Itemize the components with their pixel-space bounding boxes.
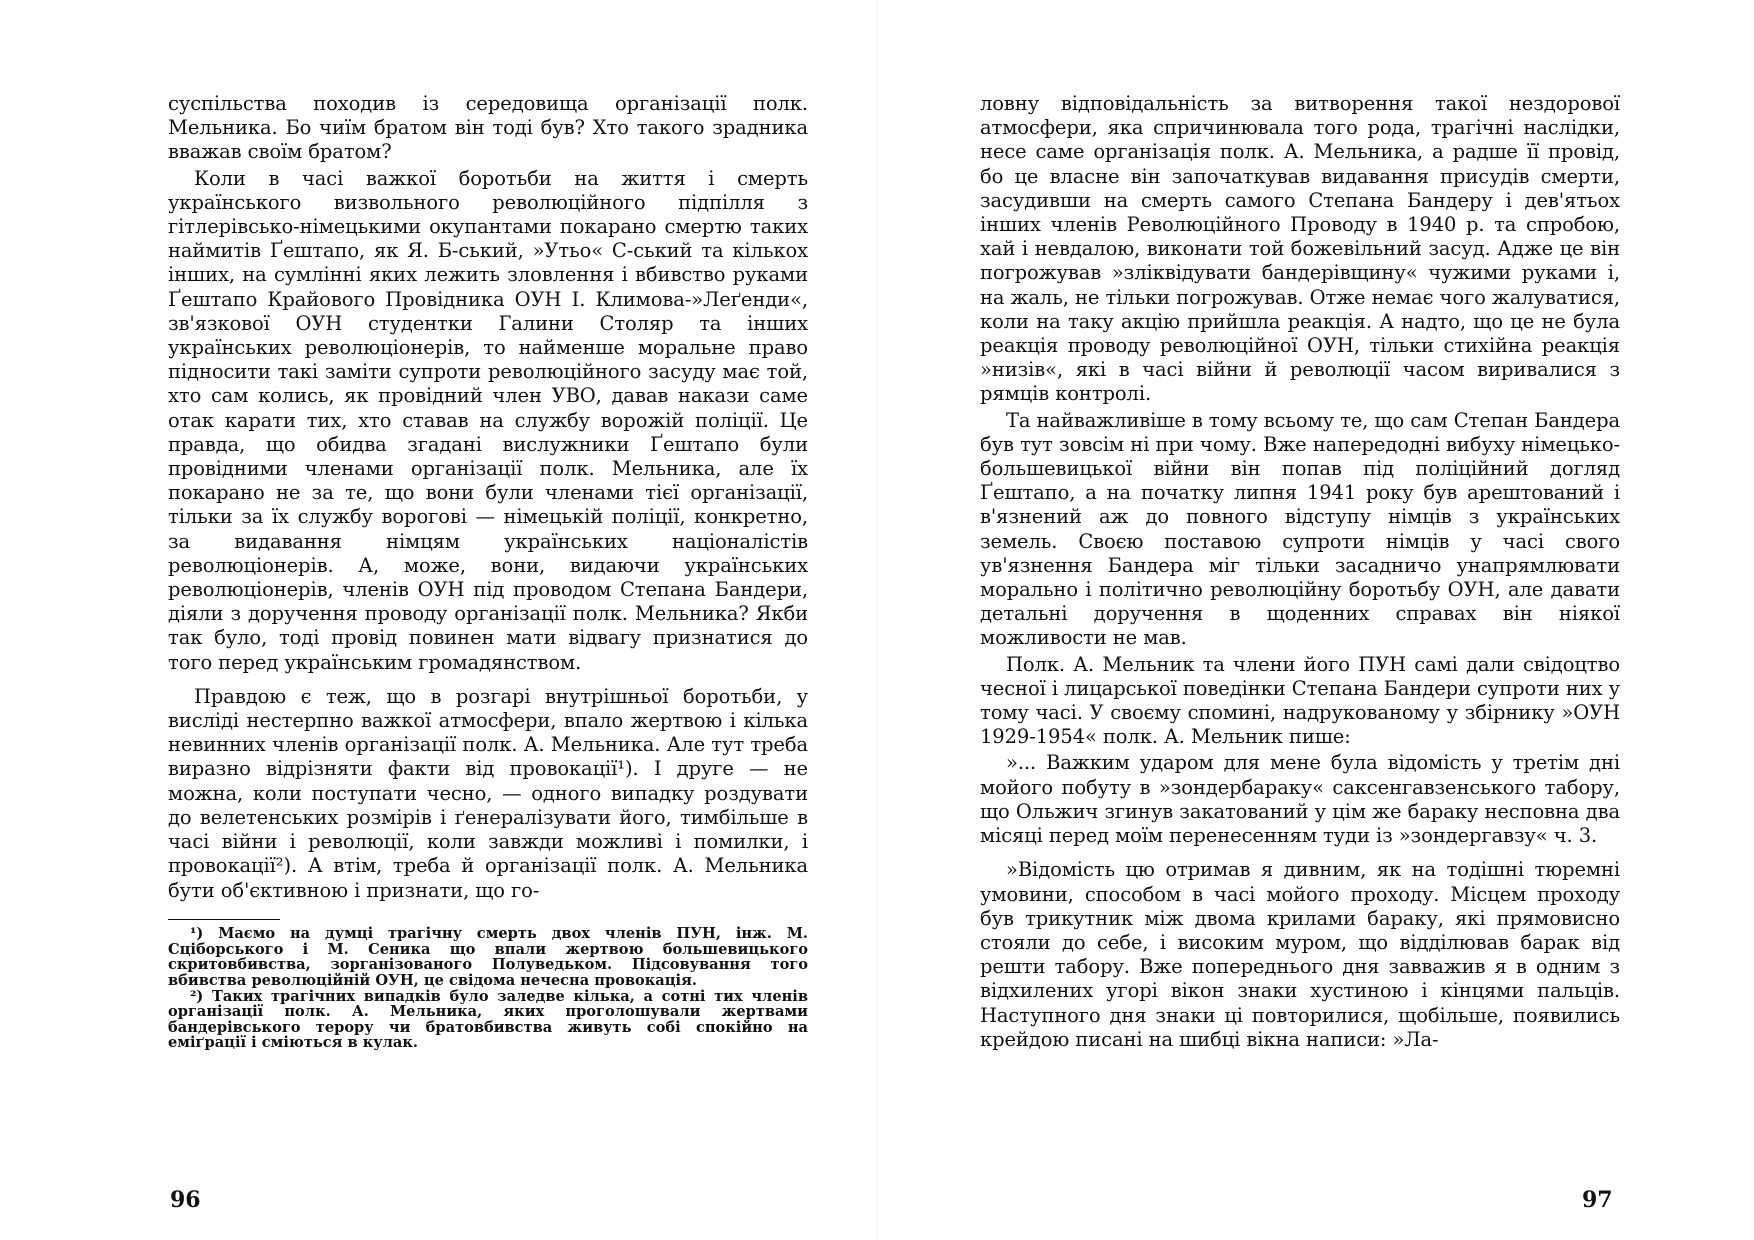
right-paragraph-1: ловну відповідальність за витворення такої нездорової атмосфери, яка спричинювала того рода, трагічні наслідки, несе саме організація полк. А. Мельника, а радше її провід, бо це власне він започаткував видавання присудів смерти, засудивши на смерть самого Степана Бандеру і дев'ятьох інших членів Революційного Проводу в 1940 р. та спробою, хай і невдалою, виконати той божевільний засуд. Адже це він погрожував »зліквідувати бандерівщину« чужими руками і, на жаль, не тільки погрожував. Отже немає чого жалуватися, коли на таку акцію прийшла реакція. А надто, що це не була реакція проводу революційної ОУН, тільки стихійна реакція »низів«, які в часі війни й революції часом виривалися з рямців контролі. bbox=[980, 92, 1620, 406]
left-paragraph-1: суспільства походив із середовища організації полк. Мельника. Бо чиїм братом він тоді був? Хто такого зрадника вважав своїм братом? bbox=[168, 92, 808, 164]
right-paragraph-2: Та найважливіше в тому всьому те, що сам Степан Бандера був тут зовсім ні при чому. Вже напередодні вибуху німецько-большевицької війни він попав під поліційний догляд Ґештапо, а на початку липня 1941 року був арештований і в'язнений аж до повного відступу німців з українських земель. Своєю поставою супроти німців у часі свого ув'язнення Бандера міг тільки засадничо унапрямлювати морально і політично революційну боротьбу ОУН, але давати детальні доручення в щоденних справах він ніякої можливости не мав. bbox=[980, 408, 1620, 650]
right-page bbox=[980, 92, 1620, 1052]
footnote-1: ¹) Маємо на думці трагічну смерть двох членів ПУН, інж. М. Сціборського і М. Сеника що впали жертвою большевицького скритовбивства, зорганізованого Полуведьком. Підсовування того вбивства революційній ОУН, це свідома нечесна провокація. bbox=[168, 925, 808, 989]
left-page bbox=[168, 92, 808, 1051]
page-number-right: 97 bbox=[1582, 1187, 1613, 1213]
right-quote-1: »... Важким ударом для мене була відомість у третім дні мойого побуту в »зондербараку« саксенгавзенського табору, що Ольжич згинув закатований у цім же бараку несповна два місяці перед моїм перенесенням туди із »зондергавзу« ч. 3. bbox=[980, 751, 1620, 848]
right-paragraph-3: Полк. А. Мельник та члени його ПУН самі дали свідоцтво чесної і лицарської поведінки Степана Бандери супроти них у тому часі. У своєму спомині, надрукованому у збірнику »ОУН 1929-1954« полк. А. Мельник пише: bbox=[980, 652, 1620, 749]
page-gutter bbox=[876, 0, 878, 1240]
left-paragraph-3: Правдою є теж, що в розгарі внутрішньої боротьби, у висліді нестерпно важкої атмосфери, впало жертвою і кілька невинних членів організації полк. А. Мельника. Але тут треба виразно відрізняти факти від провокації¹). І друге — не можна, коли поступати чесно, — одного випадку роздувати до велетенських розмірів і ґенералізувати його, тимбільше в часі війни і революції, коли завжди можливі і помилки, і провокації²). А втім, треба й організації полк. А. Мельника бути об'єктивною і признати, що го- bbox=[168, 684, 808, 902]
left-paragraph-2: Коли в часі важкої боротьби на життя і смерть українського визвольного революційного підпілля з гітлерівсько-німецькими окупантами покарано смертю таких наймитів Ґештапо, як Я. Б-ський, »Утьо« С-ський та кількох інших, на сумлінні яких лежить зловлення і вбивство руками Ґештапо Крайового Провідника ОУН І. Климова-»Леґенди«, зв'язкової ОУН студентки Галини Столяр та інших українських революціонерів, то найменше моральне право підносити такі заміти супроти революційного засуду має той, хто сам колись, як провідний член УВО, давав накази саме отак карати тих, хто ставав на службу ворожій поліції. Це правда, що обидва згадані вислужники Ґештапо були провідними членами організації полк. Мельника, але їх покарано не за те, що вони були членами тієї організації, тільки за їх службу ворогові — німецькій поліції, конкретно, за видавання німцям українських націоналістів революціонерів. А, може, вони, видаючи українських революціонерів, членів ОУН під проводом Степана Бандери, діяли з доручення проводу організації полк. Мельника? Якби так було, тоді провід повинен мати відвагу признатися до того перед українським громадянством. bbox=[168, 166, 808, 674]
page-number-left: 96 bbox=[170, 1187, 201, 1213]
footnote-2: ²) Таких трагічних випадків було заледве кілька, а сотні тих членів організації полк. А. Мельника, яких проголошували жертвами бандерівського терору чи братовбивства живуть собі спокійно на еміґрації і сміються в кулак. bbox=[168, 987, 808, 1052]
right-quote-2: »Відомість цю отримав я дивним, як на тодішні тюремні умовини, способом в часі мойого проходу. Місцем проходу був трикутник між двома крилами бараку, які прямовисно стояли до себе, і високим муром, що відділював барак від решти табору. Вже попереднього дня завважив я в одним з відхилених угорі вікон знаки хустиною і кінцями пальців. Наступного дня знаки ці повторилися, щобільше, появились крейдою писані на шибці вікна написи: »Ла- bbox=[980, 858, 1620, 1051]
footnote-divider bbox=[168, 919, 280, 921]
